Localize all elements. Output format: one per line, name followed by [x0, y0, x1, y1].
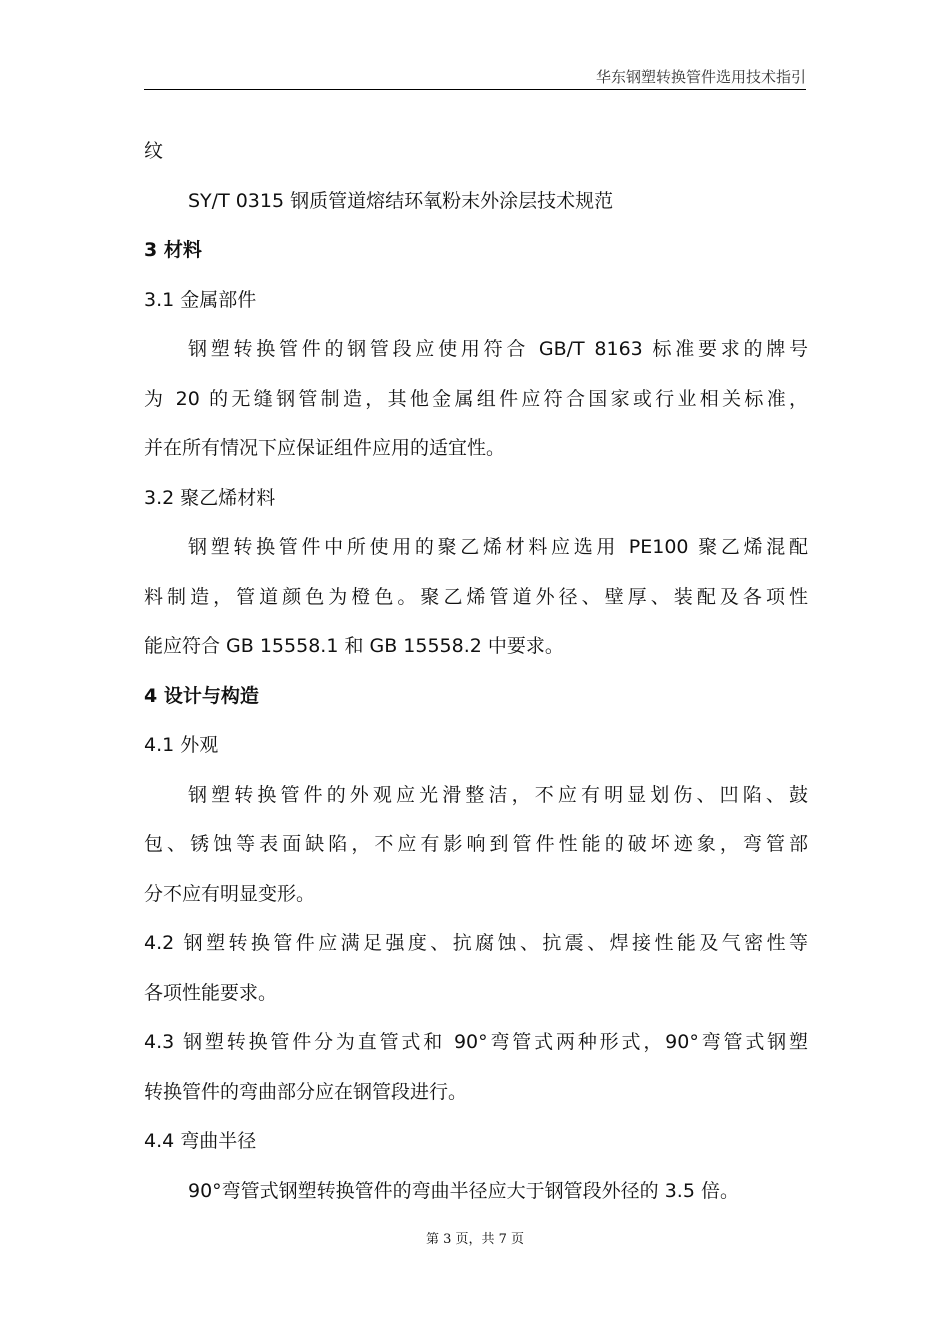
paragraph-line: 分不应有明显变形。	[144, 882, 316, 905]
paragraph-line: 为 20 的无缝钢管制造，其他金属组件应符合国家或行业相关标准，	[144, 387, 808, 410]
paragraph-line: 钢塑转换管件的外观应光滑整洁，不应有明显划伤、凹陷、鼓	[188, 783, 808, 806]
subsection-heading-3-2: 3.2 聚乙烯材料	[144, 486, 276, 509]
paragraph-line: 转换管件的弯曲部分应在钢管段进行。	[144, 1080, 468, 1103]
text-line: 纹	[144, 140, 164, 162]
paragraph-line: 并在所有情况下应保证组件应用的适宜性。	[144, 437, 506, 459]
paragraph-line: 各项性能要求。	[144, 981, 278, 1004]
paragraph-line: 包、锈蚀等表面缺陷，不应有影响到管件性能的破坏迹象，弯管部	[144, 833, 808, 855]
paragraph-line: 4.3 钢塑转换管件分为直管式和 90°弯管式两种形式，90°弯管式钢塑	[144, 1031, 808, 1053]
subsection-heading-4-1: 4.1 外观	[144, 734, 219, 756]
paragraph-line: 能应符合 GB 15558.1 和 GB 15558.2 中要求。	[144, 635, 564, 657]
paragraph-line: 钢塑转换管件中所使用的聚乙烯材料应选用 PE100 聚乙烯混配	[188, 536, 808, 558]
running-header: 华东钢塑转换管件选用技术指引	[595, 68, 806, 86]
paragraph-line: 90°弯管式钢塑转换管件的弯曲半径应大于钢管段外径的 3.5 倍。	[188, 1179, 739, 1202]
section-heading-4: 4 设计与构造	[144, 684, 259, 707]
page-number: 第 3 页，共 7 页	[425, 1232, 525, 1247]
subsection-heading-3-1: 3.1 金属部件	[144, 288, 257, 311]
document-body	[144, 127, 808, 1216]
subsection-heading-4-4: 4.4 弯曲半径	[144, 1130, 257, 1152]
paragraph-line: 料制造，管道颜色为橙色。聚乙烯管道外径、壁厚、装配及各项性	[144, 585, 808, 608]
header-rule	[144, 89, 806, 90]
standard-reference: SY/T 0315 钢质管道熔结环氧粉末外涂层技术规范	[188, 189, 614, 212]
section-heading-3: 3 材料	[144, 239, 202, 261]
paragraph-line: 钢塑转换管件的钢管段应使用符合 GB/T 8163 标准要求的牌号	[188, 338, 808, 360]
paragraph-line: 4.2 钢塑转换管件应满足强度、抗腐蚀、抗震、焊接性能及气密性等	[144, 932, 808, 954]
